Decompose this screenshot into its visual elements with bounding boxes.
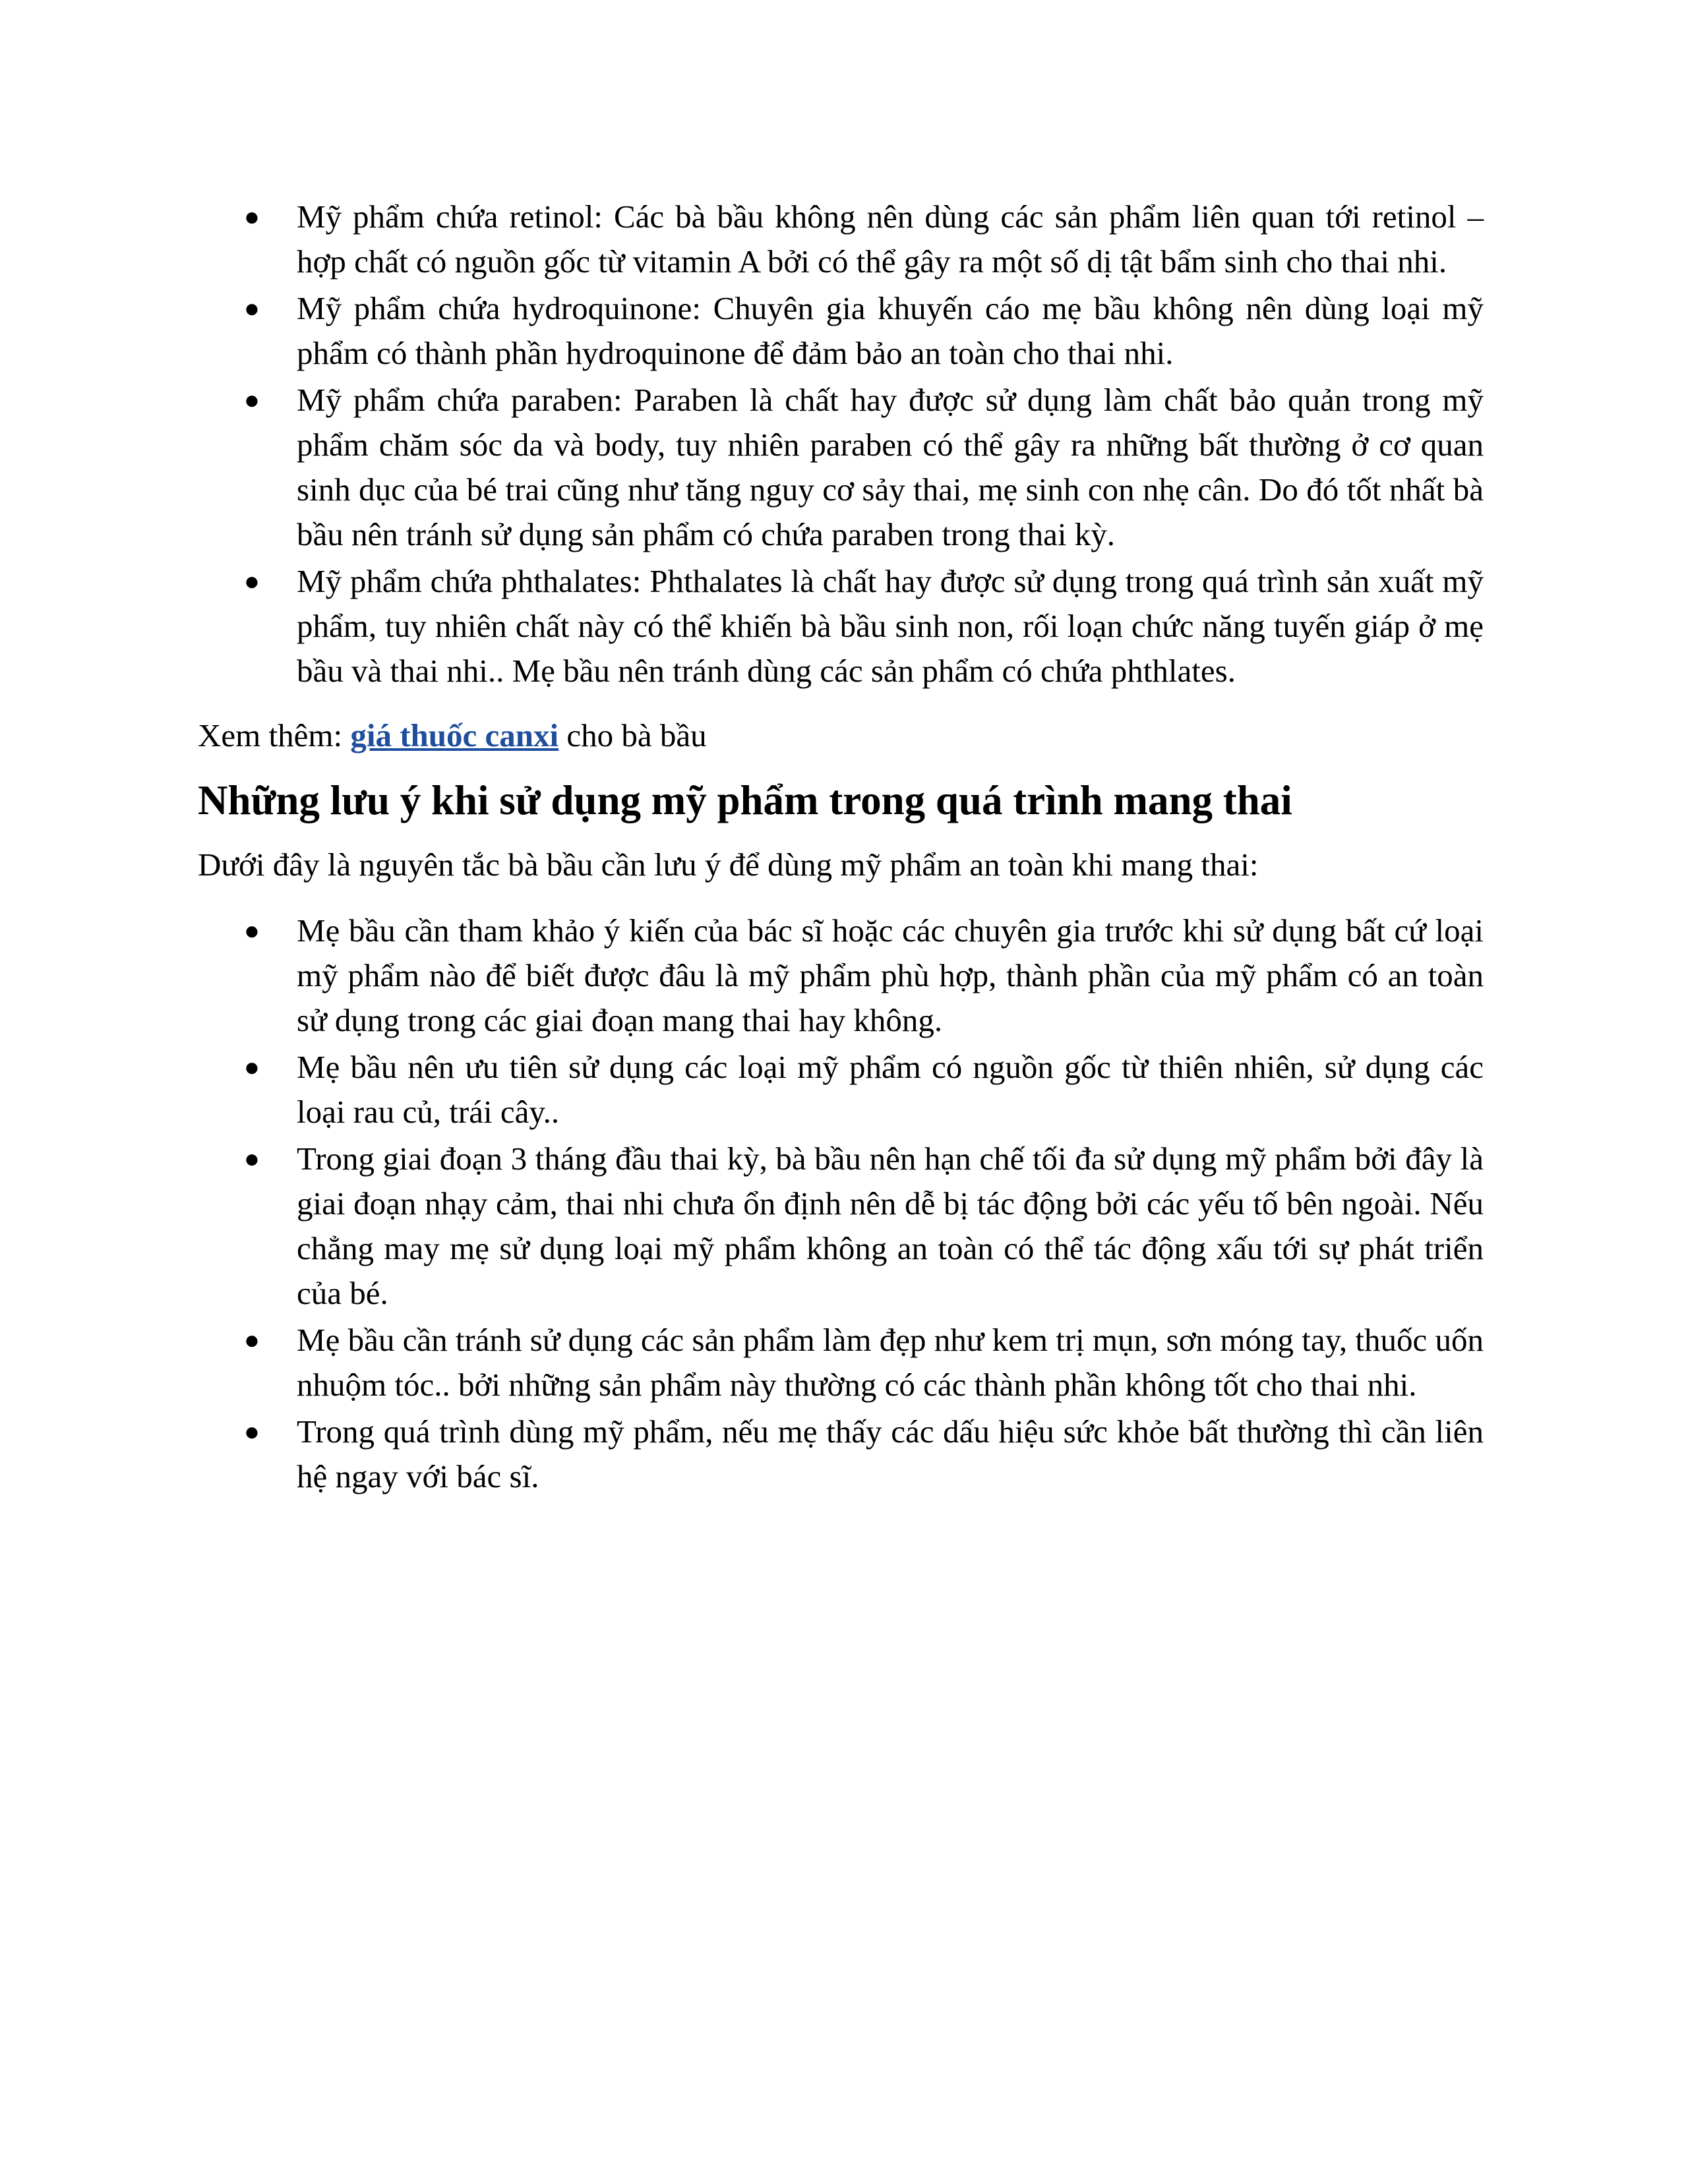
bullet-dot-icon: ● (243, 916, 260, 945)
list-item-text: Trong quá trình dùng mỹ phẩm, nếu mẹ thấy các dấu hiệu sức khỏe bất thường thì cần liên hệ ngay với bác sĩ. (297, 1413, 1484, 1494)
bullet-dot-icon: ● (243, 202, 260, 231)
bullet-dot-icon: ● (243, 385, 260, 415)
list-item-text: Mỹ phẩm chứa hydroquinone: Chuyên gia khuyến cáo mẹ bầu không nên dùng loại mỹ phẩm có thành phần hydroquinone để đảm bảo an toàn cho thai nhi. (297, 290, 1484, 371)
bullet-dot-icon: ● (243, 293, 260, 323)
list-item (243, 1409, 1484, 1499)
document-page (198, 194, 1484, 1501)
list-item-text: Mỹ phẩm chứa phthalates: Phthalates là chất hay được sử dụng trong quá trình sản xuất mỹ phẩm, tuy nhiên chất này có thể khiến bà bầu sinh non, rối loạn chức năng tuyến giáp ở mẹ bầu và thai nhi.. Mẹ bầu nên tránh dùng các sản phẩm có chứa phthlates. (297, 563, 1484, 689)
section-heading: Những lưu ý khi sử dụng mỹ phẩm trong quá trình mang thai (198, 777, 1292, 823)
list-item-text: Mẹ bầu nên ưu tiên sử dụng các loại mỹ phẩm có nguồn gốc từ thiên nhiên, sử dụng các loại rau củ, trái cây.. (297, 1049, 1484, 1130)
list-item-text: Mỹ phẩm chứa paraben: Paraben là chất hay được sử dụng làm chất bảo quản trong mỹ phẩm chăm sóc da và body, tuy nhiên paraben có thể gây ra những bất thường ở cơ quan sinh dục của bé trai cũng như tăng nguy cơ sảy thai, mẹ sinh con nhẹ cân. Do đó tốt nhất bà bầu nên tránh sử dụng sản phẩm có chứa paraben trong thai kỳ. (297, 382, 1484, 552)
list-item (243, 194, 1484, 284)
list-item (243, 559, 1484, 694)
cosmetics-warning-list (198, 194, 1484, 694)
list-item (243, 1136, 1484, 1316)
list-item (243, 1318, 1484, 1407)
list-item (243, 286, 1484, 376)
list-item (243, 1045, 1484, 1135)
list-item-text: Mẹ bầu cần tránh sử dụng các sản phẩm làm đẹp như kem trị mụn, sơn móng tay, thuốc uốn nhuộm tóc.. bởi những sản phẩm này thường có các thành phần không tốt cho thai nhi. (297, 1322, 1484, 1403)
bullet-dot-icon: ● (243, 1144, 260, 1173)
bullet-dot-icon: ● (243, 1325, 260, 1355)
bullet-dot-icon: ● (243, 1417, 260, 1446)
list-item-text: Mẹ bầu cần tham khảo ý kiến của bác sĩ hoặc các chuyên gia trước khi sử dụng bất cứ loại mỹ phẩm nào để biết được đâu là mỹ phẩm phù hợp, thành phần của mỹ phẩm có an toàn sử dụng trong các giai đoạn mang thai hay không. (297, 912, 1484, 1038)
bullet-dot-icon: ● (243, 1052, 260, 1082)
list-item (243, 908, 1484, 1043)
list-item (243, 378, 1484, 557)
intro-paragraph: Dưới đây là nguyên tắc bà bầu cần lưu ý để dùng mỹ phẩm an toàn khi mang thai: (198, 846, 1259, 883)
calcium-price-link[interactable]: giá thuốc canxi (350, 717, 559, 753)
see-more-suffix: cho bà bầu (558, 717, 707, 753)
see-more-line (198, 713, 1484, 758)
list-item-text: Mỹ phẩm chứa retinol: Các bà bầu không nên dùng các sản phẩm liên quan tới retinol – hợp chất có nguồn gốc từ vitamin A bởi có thể gây ra một số dị tật bẩm sinh cho thai nhi. (297, 198, 1484, 280)
list-item-text: Trong giai đoạn 3 tháng đầu thai kỳ, bà bầu nên hạn chế tối đa sử dụng mỹ phẩm bởi đây là giai đoạn nhạy cảm, thai nhi chưa ổn định nên dễ bị tác động bởi các yếu tố bên ngoài. Nếu chẳng may mẹ sử dụng loại mỹ phẩm không an toàn có thể tác động xấu tới sự phát triển của bé. (297, 1140, 1484, 1311)
bullet-dot-icon: ● (243, 566, 260, 596)
cosmetics-tips-list (198, 908, 1484, 1499)
see-more-prefix: Xem thêm: (198, 717, 351, 753)
